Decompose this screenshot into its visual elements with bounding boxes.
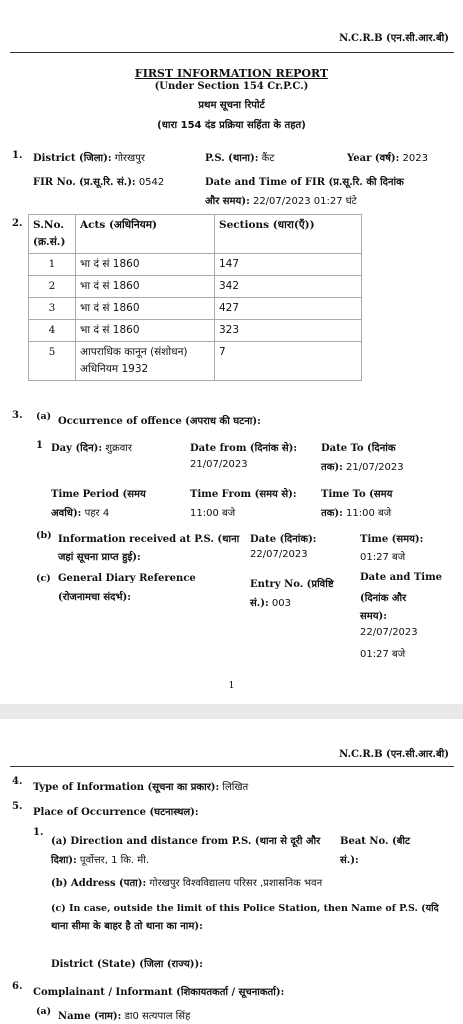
row-act: आपराधिक कानून (संशोधन) अधिनियम 1932 xyxy=(76,342,215,381)
row-act: भा दं सं 1860 xyxy=(76,320,215,342)
section-6a-label: (a) xyxy=(36,1006,52,1017)
address-value: गोरखपुर विश्वविद्यालय परिसर ,प्रशासनिक भवन xyxy=(149,878,323,889)
beat-no-label-line2: सं.): xyxy=(340,855,359,866)
header-rule xyxy=(10,766,454,767)
place-item-number: 1. xyxy=(33,827,44,838)
header-acts: Acts (अधिनियम) xyxy=(76,215,215,254)
ps-field xyxy=(205,150,274,164)
fir-number-field xyxy=(33,174,164,188)
complainant-name-label: Name (नाम): xyxy=(58,1011,122,1022)
beat-no-label-line1: Beat No. (बीट xyxy=(340,836,411,847)
info-type-value: लिखित xyxy=(222,782,249,793)
occurrence-item-number: 1 xyxy=(36,440,43,451)
time-to-label-line2: तक): xyxy=(321,508,343,519)
district-state-label: District (State) (जिला (राज्य)): xyxy=(51,959,203,970)
report-title-hindi: प्रथम सूचना रिपोर्ट xyxy=(198,100,265,111)
section-3a-label: (a) xyxy=(36,411,52,422)
row-act: भा दं सं 1860 xyxy=(76,298,215,320)
row-section: 342 xyxy=(215,276,362,298)
gd-reference-label-line2: (रोजनामचा संदर्भ): xyxy=(58,592,131,603)
gd-time-value: 01:27 बजे xyxy=(360,649,406,660)
district-value: गोरखपुर xyxy=(114,153,145,164)
time-period-label-line2: अवधि): xyxy=(51,508,82,519)
gd-reference-label-line1: General Diary Reference xyxy=(58,573,196,584)
place-of-occurrence-label: Place of Occurrence (घटनास्थल): xyxy=(33,807,199,818)
section-1-number: 1. xyxy=(12,150,23,161)
gd-datetime-label-line2: (दिनांक और xyxy=(360,593,407,604)
year-value: 2023 xyxy=(402,153,428,164)
page-number: 1 xyxy=(228,680,235,691)
fir-number-label: FIR No. (प्र.सू.रि. सं.): xyxy=(33,177,136,188)
row-sno: 4 xyxy=(29,320,76,342)
direction-distance-label-line1: (a) Direction and distance from P.S. (थाना से दूरी और xyxy=(51,836,321,847)
gd-date-value: 22/07/2023 xyxy=(360,627,418,638)
entry-no-label-line2: सं.): xyxy=(250,598,269,609)
row-section: 7 xyxy=(215,342,362,381)
time-to-value: 11:00 बजे xyxy=(346,508,392,519)
header-rule xyxy=(10,52,454,53)
report-subtitle-hindi: (धारा 154 दंड प्रक्रिया सहिंता के तहत) xyxy=(157,120,306,131)
received-time-value: 01:27 बजे xyxy=(360,552,406,563)
date-from-label: Date from (दिनांक से): xyxy=(190,443,298,454)
row-act: भा दं सं 1860 xyxy=(76,276,215,298)
table-row xyxy=(29,254,362,276)
row-sno: 5 xyxy=(29,342,76,381)
table-row xyxy=(29,320,362,342)
acts-sections-table xyxy=(28,214,362,381)
row-sno: 1 xyxy=(29,254,76,276)
date-to-label-line1: Date To (दिनांक xyxy=(321,443,396,454)
complainant-name-value: डा0 सत्यपाल सिंह xyxy=(124,1011,191,1022)
direction-distance-field xyxy=(51,852,149,866)
address-label: (b) Address (पता): xyxy=(51,878,147,889)
day-label: Day (दिन): xyxy=(51,443,103,454)
time-from-value: 11:00 बजे xyxy=(190,508,236,519)
row-section: 427 xyxy=(215,298,362,320)
time-to-label-line1: Time To (समय xyxy=(321,489,393,500)
section-6-number: 6. xyxy=(12,981,23,992)
time-to-field xyxy=(321,505,391,519)
year-label: Year (वर्ष): xyxy=(347,153,400,164)
ps-label: P.S. (थाना): xyxy=(205,153,259,164)
day-value: शुक्रवार xyxy=(105,443,132,454)
district-field xyxy=(33,150,145,164)
received-time-label: Time (समय): xyxy=(360,534,424,545)
fir-datetime-field xyxy=(205,193,357,207)
report-title: FIRST INFORMATION REPORT xyxy=(134,67,329,80)
entry-no-label-line1: Entry No. (प्रविष्टि xyxy=(250,579,334,590)
outside-limit-label-line2: थाना सीमा के बाहर है तो थाना का नाम): xyxy=(51,921,203,932)
complainant-label: Complainant / Informant (शिकायतकर्ता / सूचनाकर्ता): xyxy=(33,987,285,998)
direction-distance-value: पूर्वोत्तर, 1 कि. मी. xyxy=(79,855,150,866)
fir-datetime-label-line1: Date and Time of FIR (प्र.सू.रि. की दिनांक xyxy=(205,177,404,188)
info-type-field xyxy=(33,779,248,793)
report-subtitle: (Under Section 154 Cr.P.C.) xyxy=(154,81,309,92)
date-to-value: 21/07/2023 xyxy=(346,462,404,473)
header-sno: S.No. (क्र.सं.) xyxy=(29,215,76,254)
ncrb-header: N.C.R.B (एन.सी.आर.बी) xyxy=(339,33,449,44)
info-received-label-line1: Information received at P.S. (थाना xyxy=(58,534,240,545)
fir-number-value: 0542 xyxy=(138,177,165,188)
row-section: 323 xyxy=(215,320,362,342)
table-header-row xyxy=(29,215,362,254)
section-3c-label: (c) xyxy=(36,573,51,584)
date-to-field xyxy=(321,459,404,473)
table-row xyxy=(29,276,362,298)
info-type-label: Type of Information (सूचना का प्रकार): xyxy=(33,782,220,793)
info-received-label-line2: जहां सूचना प्राप्त हुई): xyxy=(58,552,141,563)
row-sno: 3 xyxy=(29,298,76,320)
gd-datetime-label-line1: Date and Time xyxy=(360,572,443,583)
gd-datetime-label-line3: समय): xyxy=(360,611,387,622)
row-section: 147 xyxy=(215,254,362,276)
header-sections: Sections (धारा(एँ)) xyxy=(215,215,362,254)
section-4-number: 4. xyxy=(12,776,23,787)
direction-distance-label-line2: दिशा): xyxy=(51,855,77,866)
section-3b-label: (b) xyxy=(36,530,52,541)
address-field xyxy=(51,875,322,889)
date-from-value: 21/07/2023 xyxy=(190,459,248,470)
table-row xyxy=(29,298,362,320)
day-field xyxy=(51,440,132,454)
entry-no-value: 003 xyxy=(271,598,291,609)
occurrence-title: Occurrence of offence (अपराध की घटना): xyxy=(58,416,261,427)
complainant-name-field xyxy=(58,1008,190,1022)
outside-limit-label-line1: (c) In case, outside the limit of this Police Station, then Name of P.S. (यदि xyxy=(51,903,439,914)
section-3-number: 3. xyxy=(12,410,23,421)
ncrb-header: N.C.R.B (एन.सी.आर.बी) xyxy=(339,749,449,760)
section-2-number: 2. xyxy=(12,218,23,229)
table-row xyxy=(29,342,362,381)
row-act: भा दं सं 1860 xyxy=(76,254,215,276)
received-date-label: Date (दिनांक): xyxy=(250,534,317,545)
entry-no-field xyxy=(250,595,291,609)
fir-datetime-value: 22/07/2023 01:27 घंटे xyxy=(252,196,357,207)
time-from-label: Time From (समय से): xyxy=(190,489,297,500)
received-date-value: 22/07/2023 xyxy=(250,549,308,560)
date-to-label-line2: तक): xyxy=(321,462,343,473)
row-sno: 2 xyxy=(29,276,76,298)
ps-value: कैंट xyxy=(261,153,275,164)
district-label: District (जिला): xyxy=(33,153,112,164)
fir-page-2 xyxy=(0,719,463,1024)
fir-datetime-label-line2: और समय): xyxy=(205,196,250,207)
time-period-value: पहर 4 xyxy=(84,508,110,519)
year-field xyxy=(347,150,428,164)
time-period-field xyxy=(51,505,109,519)
time-period-label-line1: Time Period (समय xyxy=(51,489,146,500)
section-5-number: 5. xyxy=(12,801,23,812)
